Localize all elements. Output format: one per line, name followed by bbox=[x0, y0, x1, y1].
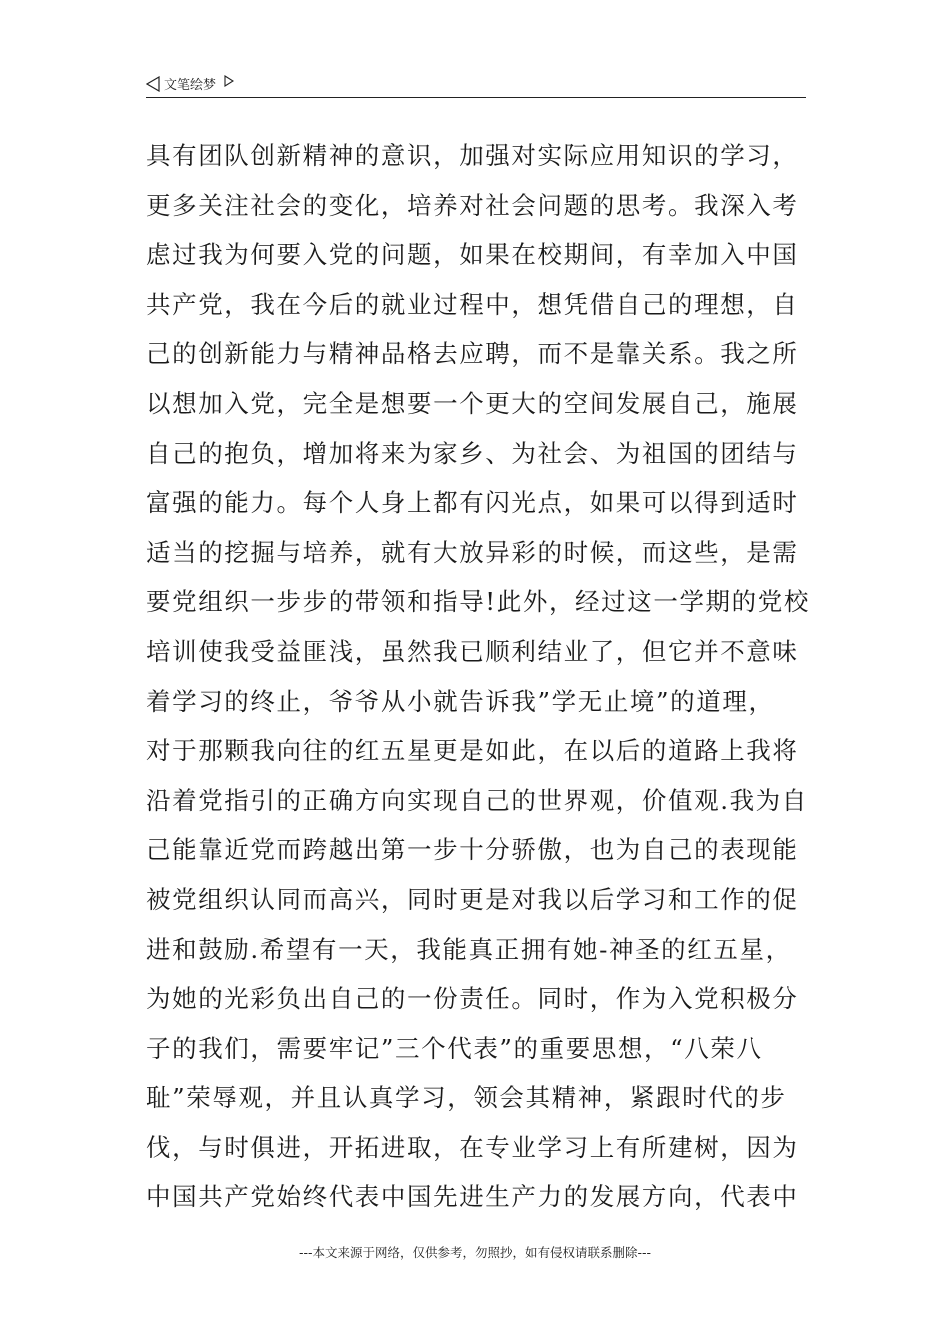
triangle-right-icon bbox=[224, 75, 234, 87]
text-line: 子的我们，需要牢记”三个代表”的重要思想，“八荣八 bbox=[146, 1033, 763, 1063]
triangle-left-icon bbox=[146, 76, 160, 92]
text-line: 培训使我受益匪浅，虽然我已顺利结业了，但它并不意味 bbox=[146, 636, 799, 666]
text-line: 着学习的终止，爷爷从小就告诉我”学无止境”的道理， bbox=[146, 686, 775, 716]
text-line: 以想加入党，完全是想要一个更大的空间发展自己，施展 bbox=[146, 388, 799, 418]
text-line: 沿着党指引的正确方向实现自己的世界观，价值观.我为自 bbox=[146, 785, 808, 815]
header-title: 文笔绘梦 bbox=[164, 78, 217, 93]
text-line: 中国共产党始终代表中国先进生产力的发展方向，代表中 bbox=[146, 1182, 799, 1212]
text-line: 为她的光彩负出自己的一份责任。同时，作为入党积极分 bbox=[146, 984, 799, 1014]
text-line: 共产党，我在今后的就业过程中，想凭借自己的理想，自 bbox=[146, 289, 799, 319]
page-header bbox=[146, 70, 806, 98]
footer-notice: ---本文来源于网络，仅供参考，勿照抄，如有侵权请联系删除--- bbox=[298, 1245, 652, 1260]
text-line: 虑过我为何要入党的问题，如果在校期间，有幸加入中国 bbox=[146, 240, 799, 270]
text-line: 己能靠近党而跨越出第一步十分骄傲，也为自己的表现能 bbox=[146, 835, 799, 865]
text-line: 被党组织认同而高兴，同时更是对我以后学习和工作的促 bbox=[146, 884, 799, 914]
text-line: 具有团队创新精神的意识，加强对实际应用知识的学习， bbox=[146, 141, 799, 170]
body-text bbox=[146, 131, 810, 1222]
text-line: 耻”荣辱观，并且认真学习，领会其精神，紧跟时代的步 bbox=[146, 1083, 787, 1113]
text-line: 更多关注社会的变化，培养对社会问题的思考。我深入考 bbox=[146, 190, 799, 220]
text-line: 要党组织一步步的带领和指导!此外，经过这一学期的党校 bbox=[146, 587, 810, 617]
text-line: 己的创新能力与精神品格去应聘，而不是靠关系。我之所 bbox=[146, 339, 799, 369]
text-line: 适当的挖掘与培养，就有大放异彩的时候，而这些，是需 bbox=[146, 537, 799, 567]
text-line: 伐，与时俱进，开拓进取，在专业学习上有所建树，因为 bbox=[146, 1132, 799, 1162]
text-line: 自己的抱负，增加将来为家乡、为社会、为祖国的团结与 bbox=[146, 438, 799, 468]
text-line: 富强的能力。每个人身上都有闪光点，如果可以得到适时 bbox=[146, 488, 799, 518]
header-brand bbox=[146, 74, 234, 93]
text-line: 进和鼓励.希望有一天，我能真正拥有她-神圣的红五星， bbox=[146, 934, 792, 964]
text-line: 对于那颗我向往的红五星更是如此，在以后的道路上我将 bbox=[146, 736, 799, 766]
